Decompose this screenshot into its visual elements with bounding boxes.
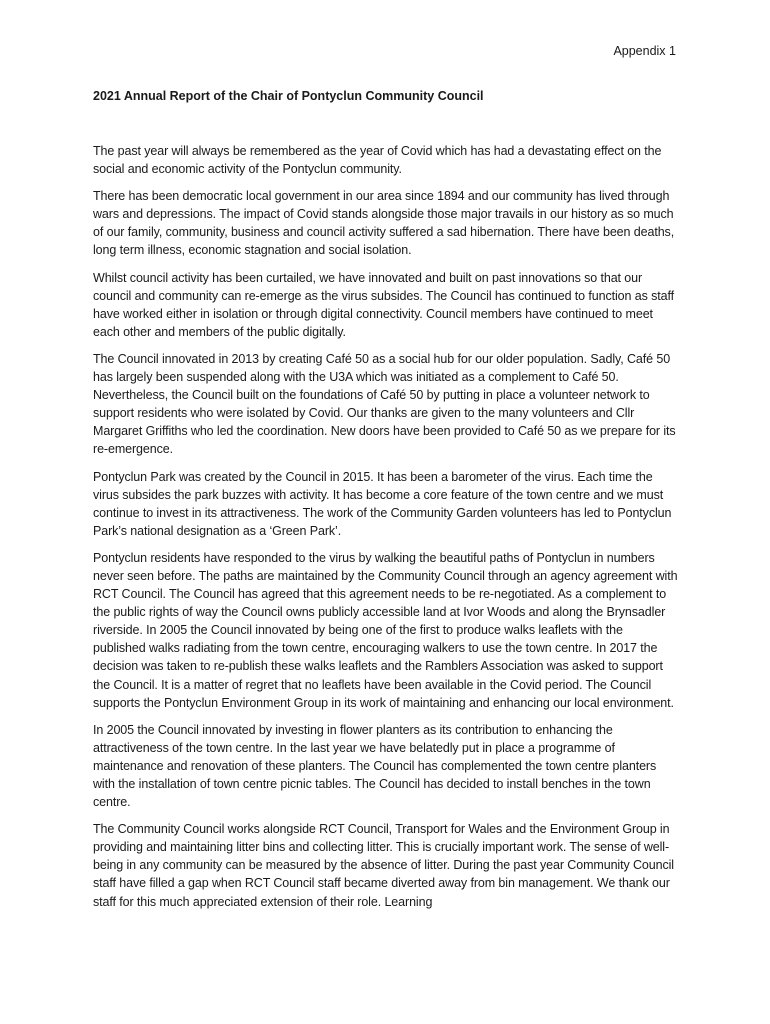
paragraph-cafe-50: The Council innovated in 2013 by creating Café 50 as a social hub for our older population. Sadly, Café 50 has largely been suspended along with the U3A which was initiated as a complement to Café 50. Nevertheless, the Council built on the foundations of Café 50 by putting in place a volunteer network to support residents who were isolated by Covid. Our thanks are given to the many volunteers and Cllr Margaret Griffiths who led the coordination. New doors have been provided to Café 50 as we prepare for its re-emergence.: [93, 351, 676, 457]
paragraph-pontyclun-park: Pontyclun Park was created by the Council in 2015. It has been a barometer of the virus. Each time the virus subsides the park buzzes with activity. It has become a core feature of the town centre and we must continue to invest in its attractiveness. The work of the Community Garden volunteers has led to Pontyclun Park’s national designation as a ‘Green Park’.: [93, 469, 672, 538]
paragraph-flower-planters: In 2005 the Council innovated by investing in flower planters as its contribution to enhancing the attractiveness of the town centre. In the last year we have belatedly put in place a programme of maintenance and renovation of these planters. The Council has complemented the town centre planters with the installation of town centre picnic tables. The Council has decided to install benches in the town centre.: [93, 722, 657, 810]
appendix-label: Appendix 1: [613, 44, 676, 58]
paragraph-democratic-history: There has been democratic local government in our area since 1894 and our community has lived through wars and depressions. The impact of Covid stands alongside those major travails in our history as so much of our family, community, business and council activity suffered a sad hibernation. There have been deaths, long term illness, economic stagnation and social isolation.: [93, 189, 675, 258]
report-title: 2021 Annual Report of the Chair of Pontyclun Community Council: [93, 89, 484, 103]
report-body: [93, 142, 678, 920]
paragraph-council-activity: Whilst council activity has been curtailed, we have innovated and built on past innovations so that our council and community can re-emerge as the virus subsides. The Council has continued to function as staff have worked either in isolation or through digital connectivity. Council members have continued to meet each other and members of the public digitally.: [93, 270, 675, 339]
paragraph-litter: The Community Council works alongside RCT Council, Transport for Wales and the Environment Group in providing and maintaining litter bins and collecting litter. This is crucially important work. The sense of well-being in any community can be measured by the absence of litter. During the past year Community Council staff have filled a gap when RCT Council staff became diverted away from bin management. We thank our staff for this much appreciated extension of their role. Learning: [93, 822, 674, 909]
paragraph-walking-paths: Pontyclun residents have responded to the virus by walking the beautiful paths of Pontyclun in numbers never seen before. The paths are maintained by the Community Council through an agency agreement with RCT Council. The Council has agreed that this agreement needs to be re-negotiated. As a complement to the public rights of way the Council owns publicly accessible land at Ivor Woods and along the Brynsadler riverside. In 2005 the Council innovated by being one of the first to produce walks leaflets with the published walks radiating from the town centre, encouraging walkers to use the town centre. In 2017 the decision was taken to re-publish these walks leaflets and the Ramblers Association was asked to support the Council. It is a matter of regret that no leaflets have been available in the Covid period. The Council supports the Pontyclun Environment Group in its work of maintaining and enhancing our local environment.: [93, 550, 678, 710]
paragraph-covid-intro: The past year will always be remembered as the year of Covid which has had a devastating effect on the social and economic activity of the Pontyclun community.: [93, 144, 662, 177]
